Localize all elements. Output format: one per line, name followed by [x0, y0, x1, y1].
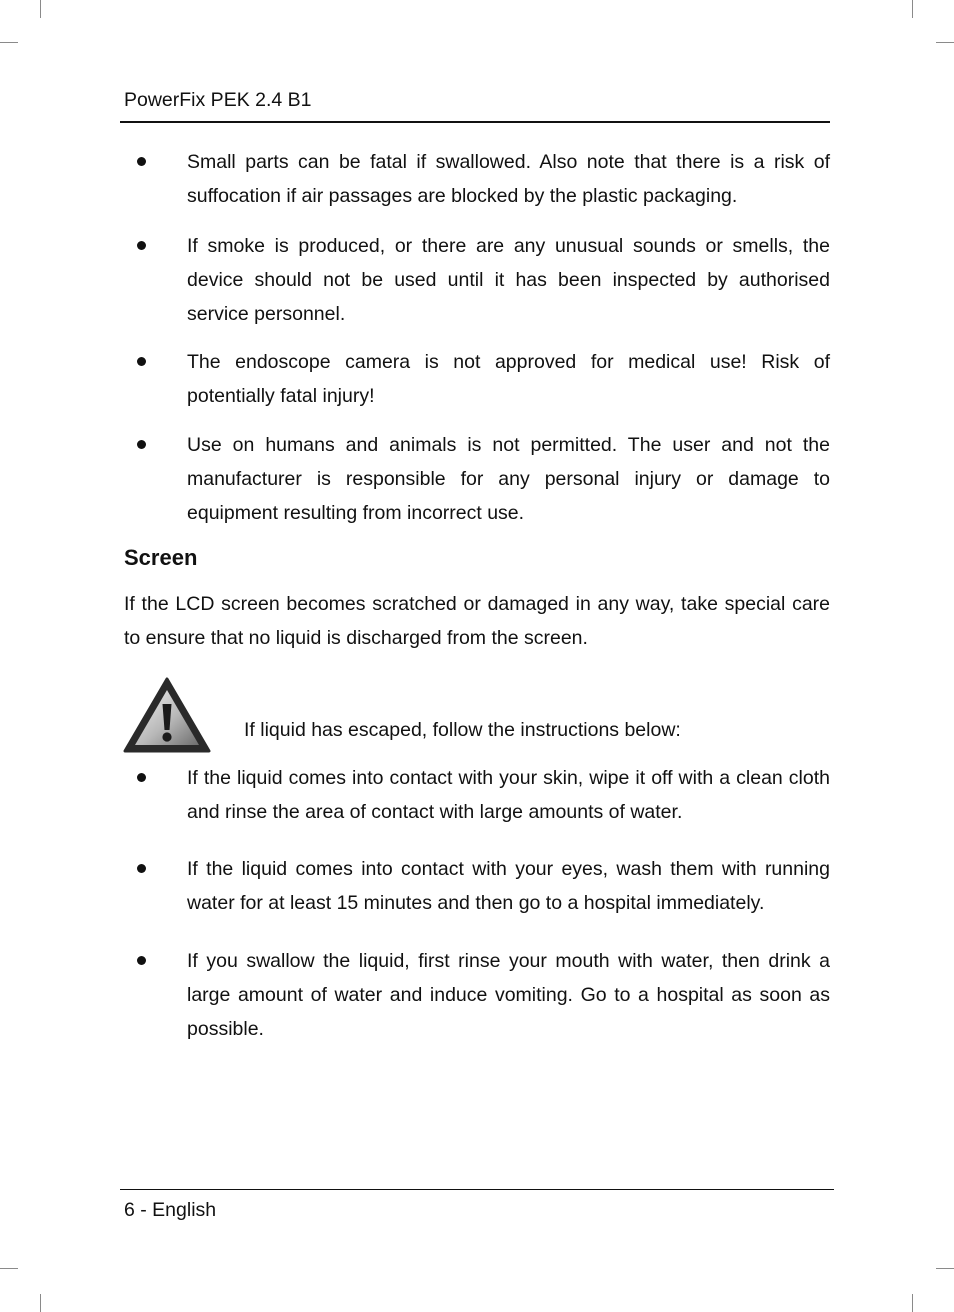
section-paragraph: If the LCD screen becomes scratched or damaged in any way, take special care to ensure that no liquid is discharged from the screen.: [124, 593, 830, 649]
list-item-text: The endoscope camera is not approved for medical use! Risk of potentially fatal injury!: [187, 351, 830, 407]
crop-mark: [0, 42, 18, 43]
warning-text: If liquid has escaped, follow the instructions below:: [244, 719, 681, 741]
list-item-text: If the liquid comes into contact with your skin, wipe it off with a clean cloth and rinse the area of contact with large amounts of water.: [187, 767, 830, 823]
page-number: 6 - English: [124, 1199, 217, 1221]
bullet-icon: [137, 956, 146, 965]
crop-mark: [936, 42, 954, 43]
bullet-icon: [137, 864, 146, 873]
list-item-text: If smoke is produced, or there are any unusual sounds or smells, the device should not be used until it has been inspected by authorised service personnel.: [187, 235, 830, 325]
crop-mark: [40, 1294, 41, 1312]
list-item-text: Small parts can be fatal if swallowed. Also note that there is a risk of suffocation if air passages are blocked by the plastic packaging.: [187, 151, 830, 207]
crop-mark: [0, 1268, 18, 1269]
footer-rule: [120, 1189, 834, 1190]
running-header: PowerFix PEK 2.4 B1: [124, 89, 312, 111]
bullet-icon: [137, 157, 146, 166]
crop-mark: [40, 0, 41, 18]
list-item-text: If the liquid comes into contact with your eyes, wash them with running water for at least 15 minutes and then go to a hospital immediately.: [187, 858, 830, 914]
crop-mark: [912, 0, 913, 18]
bullet-icon: [137, 241, 146, 250]
list-item-text: If you swallow the liquid, first rinse your mouth with water, then drink a large amount of water and induce vomiting. Go to a hospital as soon as possible.: [187, 950, 830, 1040]
header-rule: [120, 121, 830, 123]
bullet-icon: [137, 773, 146, 782]
bullet-icon: [137, 440, 146, 449]
list-item-text: Use on humans and animals is not permitted. The user and not the manufacturer is responsible for any personal injury or damage to equipment resulting from incorrect use.: [187, 434, 830, 524]
crop-mark: [912, 1294, 913, 1312]
warning-triangle-icon: [122, 676, 212, 754]
section-heading: Screen: [124, 545, 198, 570]
bullet-icon: [137, 357, 146, 366]
crop-mark: [936, 1268, 954, 1269]
